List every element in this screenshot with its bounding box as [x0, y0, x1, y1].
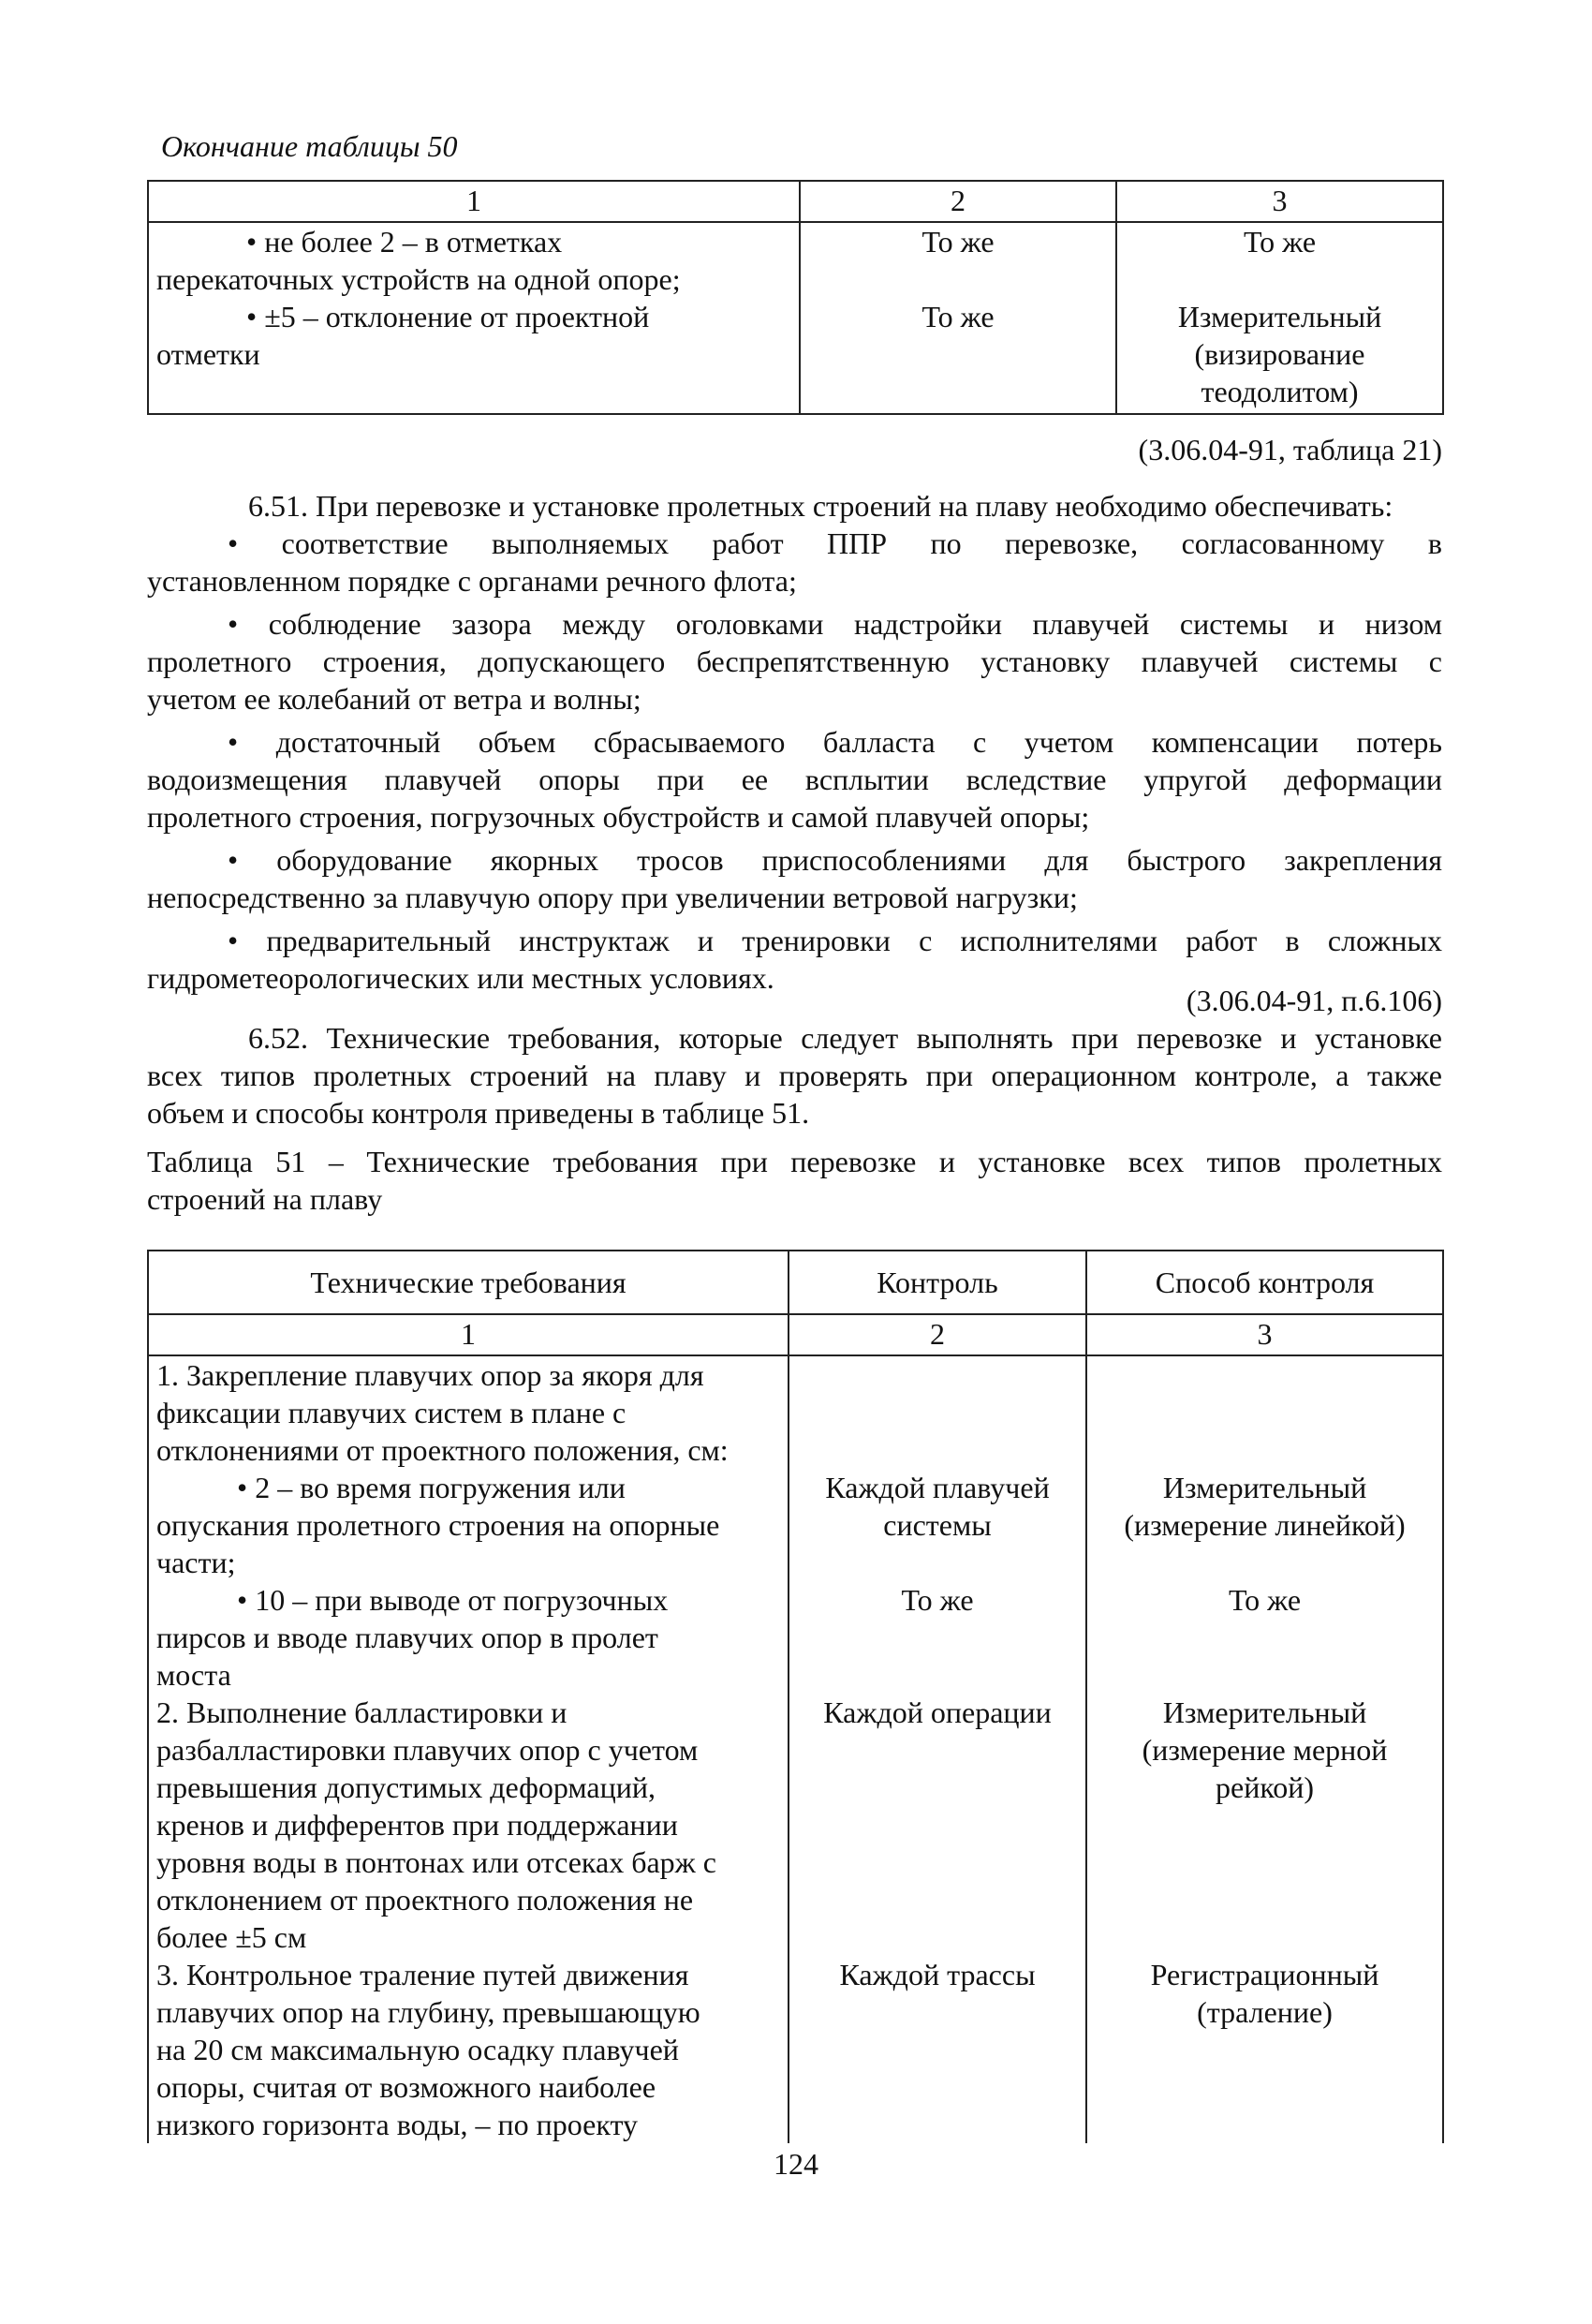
- table51-line: разбалластировки плавучих опор с учетом: [156, 1733, 699, 1767]
- table50-reference: (3.06.04-91, таблица 21): [1138, 433, 1442, 466]
- table51-header-method: Способ контроля: [1086, 1251, 1443, 1314]
- section-651: [147, 487, 1442, 997]
- paragraph-line: гидрометеорологических или местных условиях.: [147, 961, 774, 995]
- table51: [147, 1250, 1444, 2143]
- table51-line: [1095, 1544, 1435, 1581]
- table51-line: [1095, 1394, 1435, 1431]
- table50-cell: [1116, 298, 1443, 414]
- table51-line: превышения допустимых деформаций,: [156, 1770, 656, 1804]
- paragraph-line: пролетного строения, погрузочных обустройств и самой плавучей опоры;: [147, 800, 1090, 834]
- table50-header-1: 1: [148, 181, 800, 222]
- table51-line: То же: [901, 1583, 974, 1617]
- table51-requirements-cell: [148, 1355, 789, 2143]
- table51-line: 1. Закрепление плавучих опор за якоря для: [156, 1358, 704, 1392]
- table51-line: 2. Выполнение балластировки и: [156, 1695, 568, 1729]
- table51-line: пирсов и вводе плавучих опор в пролет: [156, 1621, 658, 1654]
- section-651-reference: (3.06.04-91, п.6.106): [1186, 984, 1442, 1017]
- table51-line: [1095, 1843, 1435, 1881]
- table51-line: [797, 1544, 1078, 1581]
- section-651-intro: 6.51. При перевозке и установке пролетных строений на плаву необходимо обеспечивать:: [248, 489, 1393, 523]
- table50-text: То же: [921, 300, 995, 333]
- table51-line: [797, 1918, 1078, 1956]
- page-number: 124: [774, 2147, 818, 2181]
- table50-cell: [800, 222, 1116, 298]
- table51-line: [1095, 1356, 1435, 1394]
- paragraph-line: 6.52. Технические требования, которые следует выполнять при перевозке и установке: [248, 1021, 1442, 1055]
- table51-line: Каждой трассы: [839, 1958, 1036, 1991]
- table50-header-2: 2: [800, 181, 1116, 222]
- table51-line: опускания пролетного строения на опорные: [156, 1508, 720, 1542]
- table51-line: [797, 1656, 1078, 1694]
- table51-line: [797, 1769, 1078, 1806]
- table50-caption: Окончание таблицы 50: [161, 129, 458, 163]
- table51-line: [797, 1394, 1078, 1431]
- table51-line: 3. Контрольное траление путей движения: [156, 1958, 689, 1991]
- table51-number-3: 3: [1086, 1314, 1443, 1355]
- table51-caption-line: Таблица 51 – Технические требования при перевозке и установке всех типов пролетных: [147, 1145, 1442, 1178]
- table51-line: • 2 – во время погружения или: [237, 1471, 626, 1504]
- table50-text: Измерительный: [1177, 300, 1382, 333]
- table51-line: [1095, 1918, 1435, 1956]
- table51-line: моста: [156, 1658, 231, 1692]
- table51-caption-line: строений на плаву: [147, 1182, 383, 1216]
- table51-line: Регистрационный: [1150, 1958, 1379, 1991]
- table51-line: плавучих опор на глубину, превышающую: [156, 1995, 700, 2029]
- table51-line: части;: [156, 1546, 236, 1579]
- table50-cell: [148, 298, 800, 414]
- table51-number-2: 2: [789, 1314, 1086, 1355]
- table51-number-1: 1: [148, 1314, 789, 1355]
- table51-line: опоры, считая от возможного наиболее: [156, 2070, 656, 2104]
- table50: [147, 180, 1444, 415]
- table51-line: низкого горизонта воды, – по проекту: [156, 2108, 639, 2141]
- paragraph-line: • оборудование якорных тросов приспособлениями для быстрого закрепления: [228, 843, 1442, 877]
- table51-line: кренов и дифферентов при поддержании: [156, 1808, 678, 1842]
- table51-method-cell: [1086, 1355, 1443, 2143]
- table51-line: отклонением от проектного положения не: [156, 1883, 694, 1917]
- table50-text: То же: [921, 225, 995, 259]
- table51-line: (траление): [1197, 1995, 1333, 2029]
- table51-line: [797, 1619, 1078, 1656]
- table51-line: [797, 1356, 1078, 1394]
- table51-line: (измерение линейкой): [1124, 1508, 1406, 1542]
- table51-line: Измерительный: [1162, 1695, 1367, 1729]
- table51-line: [797, 2031, 1078, 2068]
- paragraph-line: водоизмещения плавучей опоры при ее всплытии вследствие упругой деформации: [147, 762, 1442, 796]
- table51-line: фиксации плавучих систем в плане с: [156, 1396, 626, 1429]
- table51-line: на 20 см максимальную осадку плавучей: [156, 2033, 679, 2066]
- table50-cell: [1116, 222, 1443, 298]
- table51-line: [797, 1431, 1078, 1469]
- table51-line: [797, 1993, 1078, 2031]
- table51-line: системы: [883, 1508, 992, 1542]
- paragraph-line: пролетного строения, допускающего беспрепятственную установку плавучей системы с: [147, 644, 1442, 678]
- table51-line: более ±5 см: [156, 1920, 307, 1954]
- table51-line: Измерительный: [1162, 1471, 1367, 1504]
- table51-line: [1095, 2106, 1435, 2143]
- table50-text: • не более 2 – в отметках: [246, 225, 563, 259]
- table51-line: [1095, 2068, 1435, 2106]
- table51-caption: [147, 1143, 1442, 1218]
- table51-line: рейкой): [1215, 1770, 1315, 1804]
- section-652: [147, 1019, 1442, 1132]
- table50-text: • ±5 – отклонение от проектной: [246, 300, 650, 333]
- table51-control-cell: [789, 1355, 1086, 2143]
- table50-text: теодолитом): [1201, 375, 1359, 408]
- table51-line: • 10 – при выводе от погрузочных: [237, 1583, 669, 1617]
- table51-line: [1095, 1806, 1435, 1843]
- table51-line: [797, 2068, 1078, 2106]
- paragraph-line: • предварительный инструктаж и тренировки с исполнителями работ в сложных: [228, 924, 1442, 957]
- table50-header-3: 3: [1116, 181, 1443, 222]
- paragraph-line: установленном порядке с органами речного флота;: [147, 564, 797, 598]
- table51-line: [1095, 2031, 1435, 2068]
- paragraph-line: учетом ее колебаний от ветра и волны;: [147, 682, 641, 716]
- paragraph-line: • достаточный объем сбрасываемого балласта с учетом компенсации потерь: [228, 725, 1442, 759]
- table50-text: отметки: [156, 337, 260, 371]
- table51-line: [797, 1731, 1078, 1769]
- paragraph-line: объем и способы контроля приведены в таблице 51.: [147, 1096, 810, 1130]
- table51-line: [797, 1806, 1078, 1843]
- paragraph-line: непосредственно за плавучую опору при увеличении ветровой нагрузки;: [147, 881, 1078, 914]
- paragraph-line: • соблюдение зазора между оголовками надстройки плавучей системы и низом: [228, 607, 1442, 641]
- table51-line: уровня воды в понтонах или отсеках барж с: [156, 1845, 716, 1879]
- table51-line: Каждой операции: [823, 1695, 1052, 1729]
- table50-text: перекаточных устройств на одной опоре;: [156, 262, 681, 296]
- table51-line: отклонениями от проектного положения, см:: [156, 1433, 729, 1467]
- table51-line: [1095, 1431, 1435, 1469]
- table51-line: Каждой плавучей: [825, 1471, 1050, 1504]
- table51-header-control: Контроль: [789, 1251, 1086, 1314]
- table51-line: [1095, 1656, 1435, 1694]
- table50-text: (визирование: [1194, 337, 1365, 371]
- table50-cell: [800, 298, 1116, 414]
- table51-line: [797, 1843, 1078, 1881]
- table51-line: (измерение мерной: [1142, 1733, 1388, 1767]
- table51-header-requirements: Технические требования: [148, 1251, 789, 1314]
- table51-line: [1095, 1619, 1435, 1656]
- table50-text: То же: [1243, 225, 1317, 259]
- paragraph-line: всех типов пролетных строений на плаву и проверять при операционном контроле, а также: [147, 1058, 1442, 1092]
- table51-line: То же: [1228, 1583, 1302, 1617]
- table51-line: [797, 1881, 1078, 1918]
- table51-line: [1095, 1881, 1435, 1918]
- table51-line: [797, 2106, 1078, 2143]
- paragraph-line: • соответствие выполняемых работ ППР по перевозке, согласованному в: [228, 526, 1442, 560]
- table50-cell: [148, 222, 800, 298]
